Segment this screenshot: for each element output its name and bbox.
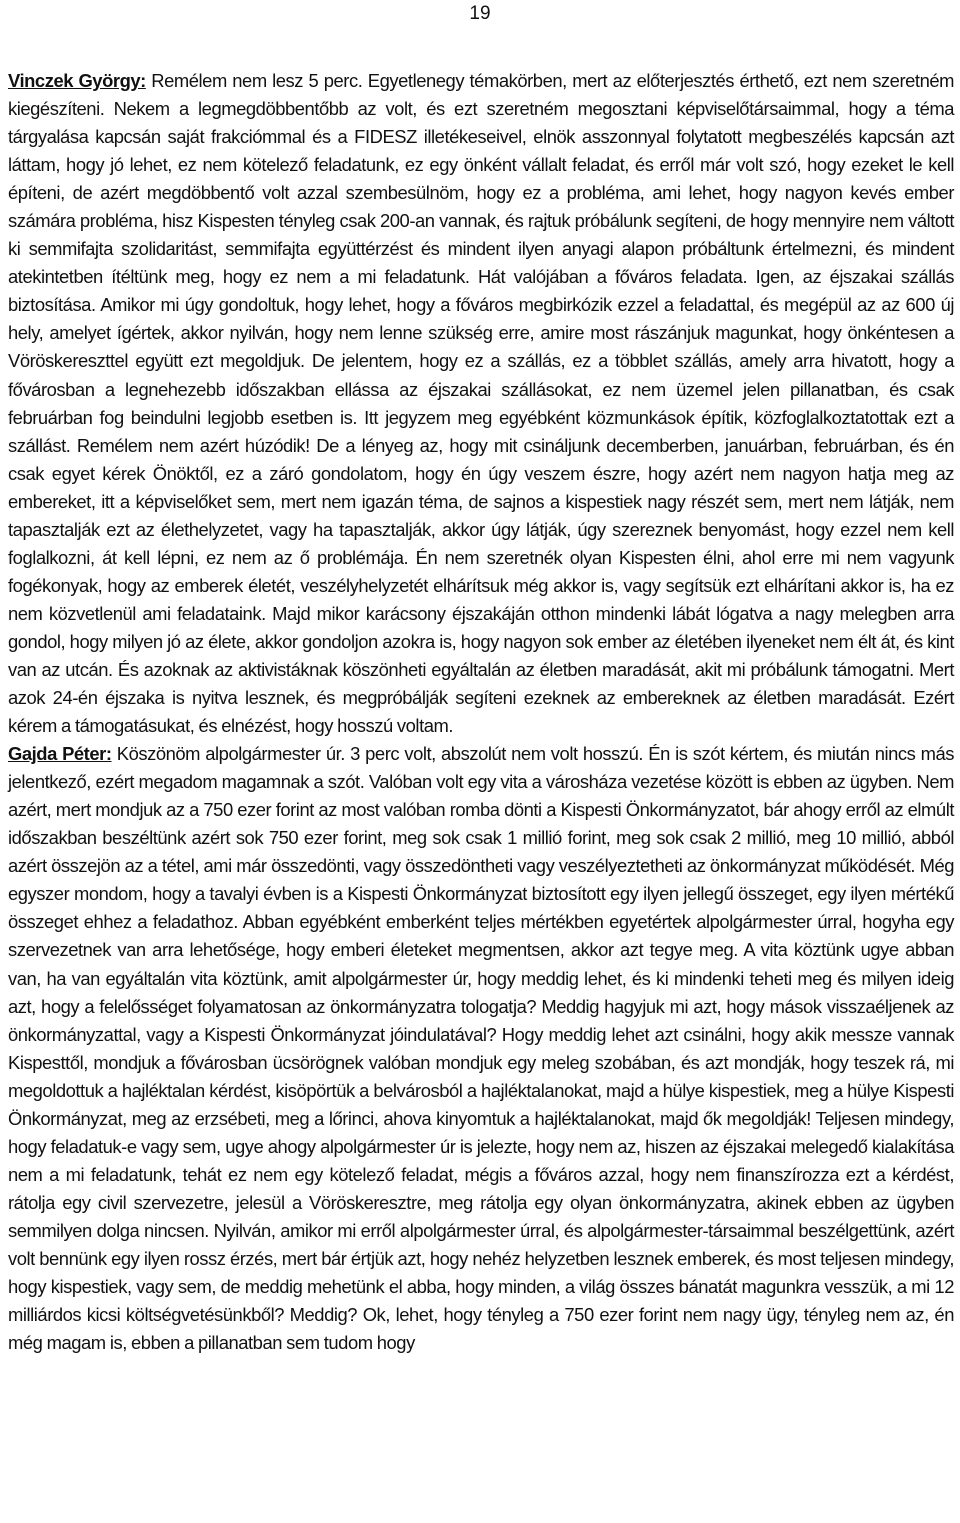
speech-text: Köszönöm alpolgármester úr. 3 perc volt, abszolút nem volt hosszú. Én is szót kértem, és miután nincs más jelentkező, ezért megadom magamnak a szót. Valóban volt egy vita a városháza vezetése között is ebben az ügyben. Nem azért, mert mondjuk az a 750 ezer forint az most valóban romba dönti a Kispesti Önkormányzatot, bár ahogy erről az elmúlt időszakban beszéltünk azért sok 750 ezer forint, meg sok csak 1 millió forint, meg sok csak 2 millió, meg 10 millió, abból azért összejön az a tétel, ami már összedönti, vagy összedöntheti vagy veszélyeztetheti az önkormányzat működését. Még egyszer mondom, hogy a tavalyi évben is a Kispesti Önkormányzat biztosított egy ilyen jellegű összeget, egy ilyen mértékű összeget ehhez a feladathoz. Abban egyébként emberként teljes mértékben egyetértek alpolgármester úrral, hogyha egy szervezetnek van arra lehetősége, hogy emberi életeket megmentsen, akkor azt tegye meg. A vita köztünk ugye abban van, ha van egyáltalán vita köztünk, amit alpolgármester úr, hogy meddig lehet, és ki mindenki teheti meg és milyen ideig azt, hogy a felelősséget folyamatosan az önkormányzatra tologatja? Meddig hagyjuk mi azt, hogy mások visszaéljenek az önkormányzattal, vagy a Kispesti Önkormányzat jóindulatával? Hogy meddig lehet azt csinálni, hogy akik messze vannak Kispesttől, mondjuk a fővárosban ücsörögnek valóban mondjuk egy meleg szobában, és azt mondják, hogy teszek rá, mi megoldottuk a hajléktalan kérdést, kisöpörtük a belvárosból a hajléktalanokat, majd a hülye kispestiek, meg a hülye Kispesti Önkormányzat, meg az erzsébeti, meg a lőrinci, ahova kinyomtuk a hajléktalanokat, majd ők megoldják! Teljesen mindegy, hogy feladatuk-e vagy sem, ugye ahogy alpolgármester úr is jelezte, hogy nem az, hiszen az éjszakai melegedő kialakítása nem a mi feladatunk, tehát ez nem egy kötelező feladat, mégis a főváros azzal, hogy nem finanszírozza ezt a kérdést, rátolja egy civil szervezetre, jelesül a Vöröskeresztre, meg rátolja egy olyan önkormányzatra, akinek ebben az ügyben semmilyen dolga nincsen. Nyilván, amikor mi erről alpolgármester úrral, és alpolgármester-társaimmal beszélgettünk, azért volt bennünk egy ilyen rossz érzés, mert bár értjük azt, hogy nehéz helyzetben lesznek emberek, és most teljesen mindegy, hogy kispestiek, vagy sem, de meddig mehetünk el abba, hogy minden, a világ összes bánatát magunkra vesszük, a mi 12 milliárdos kicsi költségvetésünkből? Meddig? Ok, lehet, hogy tényleg a 750 ezer forint nem nagy ügy, tényleg nem az, én még magam is, ebben a pillanatban sem tudom hogy xyxy=(8,743,954,1354)
speaker-name: Vinczek György: xyxy=(8,70,146,91)
transcript-body xyxy=(8,67,954,1357)
page-number: 19 xyxy=(469,3,491,24)
speech-vinczek xyxy=(8,67,954,740)
speaker-name: Gajda Péter: xyxy=(8,743,112,765)
speech-text: Remélem nem lesz 5 perc. Egyetlenegy témakörben, mert az előterjesztés érthető, ezt nem szeretném kiegészíteni. Nekem a legmegdöbbentőbb az volt, és ezt szeretném megosztani képviselőtársaimmal, hogy a téma tárgyalása kapcsán saját frakciómmal és a FIDESZ illetékeseivel, elnök asszonnyal folytatott megbeszélés kapcsán azt láttam, hogy jó lehet, ez nem kötelező feladatunk, ez egy önként vállalt feladat, és erről már volt szó, hogy ezeket le kell építeni, de azért megdöbbentő volt azzal szembesülnöm, hogy ez a probléma, ami lehet, hogy nagyon kevés ember számára probléma, hisz Kispesten tényleg csak 200-an vannak, és rajtuk próbálunk segíteni, de hogy mennyire nem váltott ki semmifajta szolidaritást, semmifajta együttérzést és mindent ilyen anyagi alapon próbáltunk értelmezni, és mindent atekintetben ítéltünk meg, hogy ez nem a mi feladatunk. Hát valójában a főváros feladata. Igen, az éjszakai szállás biztosítása. Amikor mi úgy gondoltuk, hogy lehet, hogy a főváros megbirkózik ezzel a feladattal, és megépül az az 600 új hely, amelyet ígértek, akkor nyilván, hogy nem lenne szükség erre, amire most rászánjuk magunkat, hogy önkéntesen a Vöröskereszttel együtt ezt megoldjuk. De jelentem, hogy ez a szállás, ez a többlet szállás, amely arra hivatott, hogy a fővárosban a legnehezebb időszakban ellássa az éjszakai szállásokat, ez nem üzemel jelen pillanatban, és csak februárban fog beindulni legjobb esetben is. Itt jegyzem meg egyébként közmunkások építik, közfoglalkoztatottak ezt a szállást. Remélem nem azért húzódik! De a lényeg az, hogy mit csináljunk decemberben, januárban, februárban, és én csak egyet kérek Önöktől, ez a záró gondolatom, hogy én úgy veszem észre, hogy azért nem nagyon hatja meg az embereket, itt a képviselőket sem, mert nem igazán téma, de sajnos a kispestiek nagy részét sem, mert nem látják, nem tapasztalják ezt az élethelyzetet, vagy ha tapasztalják, akkor úgy látják, úgy szereznek benyomást, hogy ezzel nem kell foglalkozni, át kell lépni, ez nem az ő problémája. Én nem szeretnék olyan Kispesten élni, ahol erre mi nem vagyunk fogékonyak, hogy az emberek életét, veszélyhelyzetét elhárítsuk még akkor is, vagy segítsük ezt elhárítani akkor is, ha ez nem közvetlenül ami feladataink. Majd mikor karácsony éjszakáján otthon mindenki lábát lógatva a nagy melegben arra gondol, hogy milyen jó az élete, akkor gondoljon azokra is, hogy nagyon sok ember az életében ilyeneket nem élt át, és kint van az utcán. És azoknak az aktivistáknak köszönheti egyáltalán az életben maradását, akit mi próbálunk támogatni. Mert azok 24-én éjszaka is nyitva lesznek, és megpróbálják segíteni ezeknek az embereknek az életben maradását. Ezért kérem a támogatásukat, és elnézést, hogy hosszú voltam. xyxy=(8,70,954,737)
speech-gajda xyxy=(8,740,954,1357)
